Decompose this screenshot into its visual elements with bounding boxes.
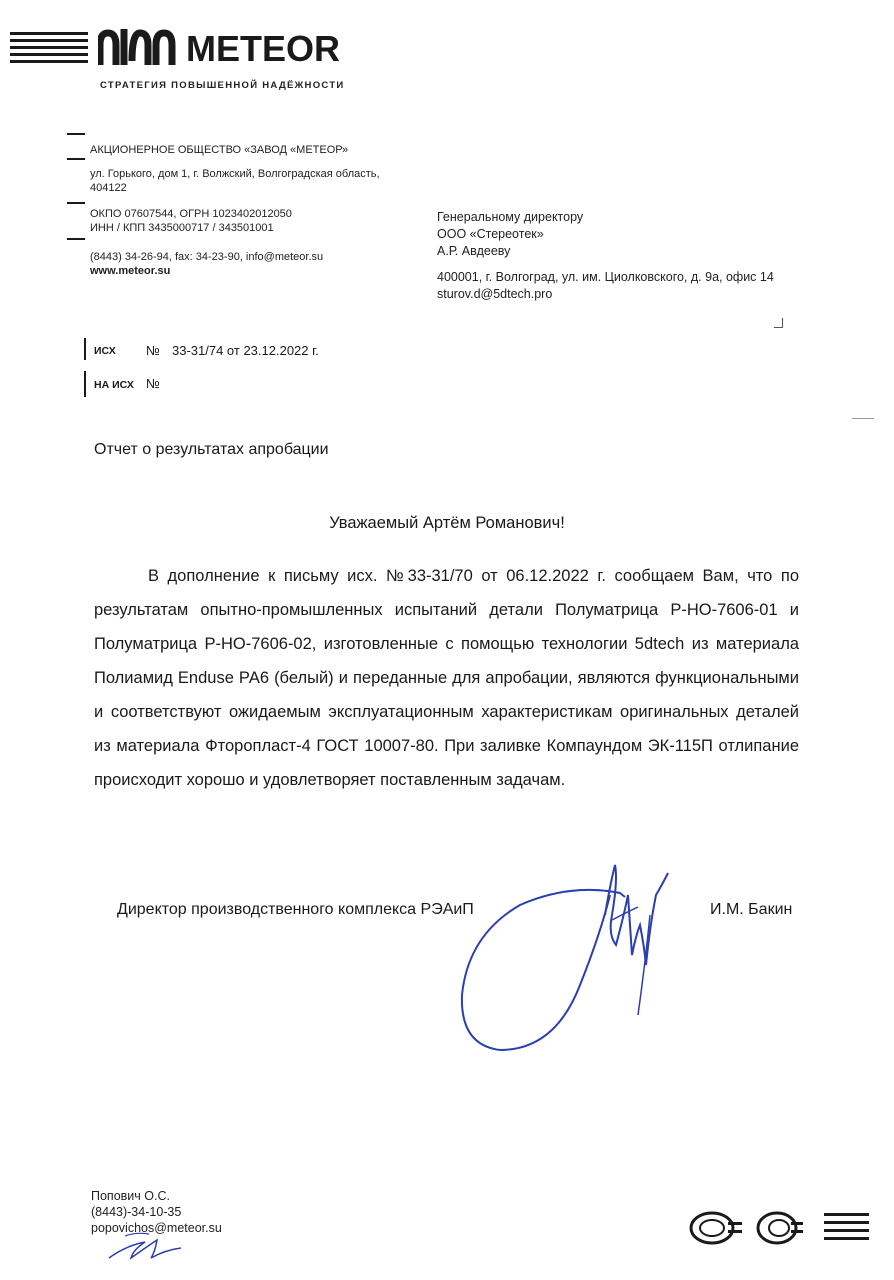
sender-address-2: 404122 (90, 182, 127, 194)
executor-phone: (8443)-34-10-35 (91, 1205, 182, 1219)
divider-dash (67, 158, 85, 160)
out-ref-label: ИСХ (94, 345, 116, 357)
corner-mark (774, 318, 783, 328)
divider-dash (67, 202, 85, 204)
recipient-line-1: Генеральному директору (437, 210, 584, 224)
recipient-line-3: А.Р. Авдееву (437, 244, 511, 258)
logo-tagline: СТРАТЕГИЯ ПОВЫШЕННОЙ НАДЁЖНОСТИ (100, 80, 345, 91)
in-ref-label: НА ИСХ (94, 379, 134, 391)
initials-signature-icon (105, 1228, 185, 1264)
sender-address-1: ул. Горького, дом 1, г. Волжский, Волгоградская область, (90, 168, 380, 180)
recipient-line-2: ООО «Стереотек» (437, 227, 544, 241)
recipient-email: sturov.d@5dtech.pro (437, 287, 553, 301)
recipient-address: 400001, г. Волгоград, ул. им. Циолковского, д. 9а, офис 14 (437, 270, 774, 284)
letter-subject: Отчет о результатах апробации (94, 441, 329, 458)
out-ref-number-sign: № (146, 343, 160, 358)
quality-mark-icon (755, 1208, 805, 1248)
divider-dash (67, 133, 85, 135)
in-ref-number-sign: № (146, 376, 160, 391)
ref-bar (84, 371, 86, 397)
letter-greeting: Уважаемый Артём Романович! (329, 514, 565, 532)
sender-company: АКЦИОНЕРНОЕ ОБЩЕСТВО «ЗАВОД «МЕТЕОР» (90, 144, 349, 156)
footer-stripes (824, 1213, 869, 1245)
fold-mark (852, 418, 874, 419)
letter-body: В дополнение к письму исх. №33-31/70 от 06.12.2022 г. сообщаем Вам, что по результатам опытно-промышленных испытаний детали Полуматрица Р-НО-7606-01 и Полуматрица Р-НО-7606-02, изготовленные с помощью технологии 5dtech из материала Полиамид Enduse РА6 (белый) и переданные для апробации, являются функциональными и соответствуют ожидаемым эксплуатационным характеристикам оригинальных деталей из материала Фторопласт-4 ГОСТ 10007-80. При заливке Компаундом ЭК-115П отлипание происходит хорошо и удовлетворяет поставленным задачам. (94, 567, 799, 789)
sender-contacts: (8443) 34-26-94, fax: 34-23-90, info@meteor.su (90, 251, 324, 263)
signatory-name: И.М. Бакин (710, 901, 793, 918)
sender-codes-1: ОКПО 07607544, ОГРН 1023402012050 (90, 208, 292, 220)
logo-brand: METEOR (186, 28, 341, 69)
logo-stripes (10, 32, 88, 66)
certification-mark-icon (688, 1208, 744, 1248)
executor-name: Попович О.С. (91, 1189, 170, 1203)
handwritten-signature-icon (440, 855, 700, 1065)
executor-email[interactable]: popovichos@meteor.su (91, 1221, 222, 1235)
divider-dash (67, 238, 85, 240)
sender-codes-2: ИНН / КПП 3435000717 / 343501001 (90, 222, 274, 234)
sender-website[interactable]: www.meteor.su (90, 265, 171, 277)
signatory-title: Директор производственного комплекса РЭАиП (117, 901, 474, 918)
out-ref-value: 33-31/74 от 23.12.2022 г. (172, 343, 319, 358)
ref-bar (84, 338, 86, 360)
meteor-logo-icon (98, 27, 182, 67)
